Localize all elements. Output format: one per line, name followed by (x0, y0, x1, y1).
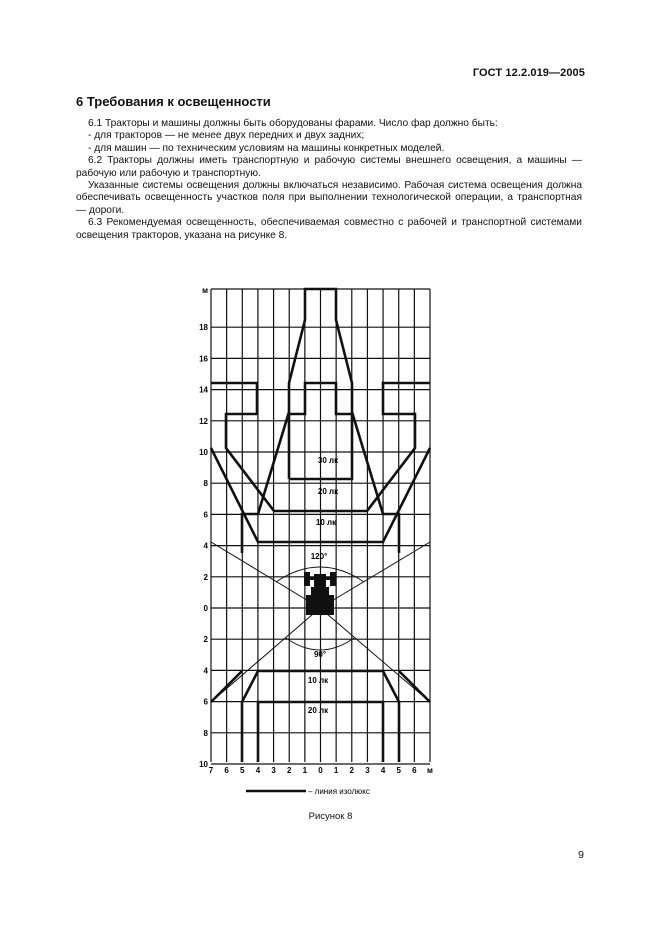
figure-illuminance-diagram (190, 282, 450, 802)
y-tick-label: 0 (203, 604, 208, 613)
label-rear-20lx: 20 лк (307, 706, 329, 715)
label-120deg: 120° (310, 552, 328, 561)
paragraph-independent: Указанные системы освещения должны включаться независимо. Рабочая система освещения должна обеспечивать освещенность участков поля при выполнении технологической операции, а транспортная — дороги. (76, 180, 582, 216)
y-tick-label: 12 (199, 416, 208, 426)
x-tick-label: 6 (224, 766, 229, 775)
x-tick-label: 3 (365, 766, 370, 775)
y-tick-label: 18 (199, 323, 208, 333)
label-90deg: 90° (313, 650, 327, 659)
y-tick-label: 6 (203, 697, 208, 707)
paragraph-6-3: 6.3 Рекомендуемая освещенность, обеспечиваемая совместно с рабочей и транспортной системами освещения тракторов, указана на рисунке 8. (76, 217, 582, 241)
x-tick-label: 5 (240, 766, 245, 775)
illuminance-diagram (190, 282, 450, 802)
label-30lx: 30 лк (317, 456, 339, 465)
y-tick-label: 14 (199, 385, 208, 395)
paragraph-6-1: 6.1 Тракторы и машины должны быть оборудованы фарами. Число фар должно быть: (88, 118, 498, 129)
y-tick-label: 2 (203, 572, 208, 582)
y-tick-label: 4 (203, 666, 208, 676)
y-tick-label: 16 (199, 354, 208, 364)
x-tick-label: 5 (396, 766, 401, 775)
x-tick-label: 1 (333, 766, 339, 775)
x-unit-label: м (427, 766, 433, 775)
body-text (76, 118, 582, 242)
x-tick-label: 0 (318, 766, 323, 775)
y-unit-label: м (202, 286, 208, 295)
document-code: ГОСТ 12.2.019—2005 (472, 67, 585, 79)
label-10lx: 10 лк (315, 518, 337, 527)
section-title: 6 Требования к освещенности (76, 94, 271, 109)
figure-caption: Рисунок 8 (308, 811, 353, 822)
page-number: 9 (578, 849, 584, 861)
y-tick-label: 10 (199, 760, 208, 769)
y-tick-label: 2 (203, 635, 208, 645)
x-tick-label: 7 (208, 766, 214, 775)
ray-rear-left (211, 608, 320, 702)
y-tick-label: 8 (203, 479, 208, 489)
x-tick-label: 1 (302, 766, 308, 775)
list-item-tractors: - для тракторов — не менее двух передних и двух задних; (88, 130, 365, 142)
x-tick-label: 3 (271, 766, 276, 775)
legend (246, 787, 370, 796)
x-tick-label: 2 (349, 766, 355, 775)
legend-text: – линия изолюкс (308, 787, 370, 796)
ray-front-left (211, 542, 320, 608)
label-20lx: 20 лк (317, 487, 339, 496)
tractor-icon (304, 572, 336, 615)
x-tick-label: 6 (412, 766, 417, 775)
x-tick-label: 4 (380, 766, 386, 775)
y-tick-label: 6 (203, 510, 208, 520)
x-tick-label: 4 (255, 766, 261, 775)
x-tick-label: 2 (286, 766, 292, 775)
y-tick-label: 8 (203, 728, 208, 738)
y-tick-label: 10 (199, 448, 208, 457)
label-rear-10lx: 10 лк (307, 676, 329, 685)
y-tick-label: 4 (203, 541, 208, 551)
paragraph-6-2: 6.2 Тракторы должны иметь транспортную и рабочую системы внешнего освещения, а машины — рабочую или рабочую и транспортную. (76, 155, 582, 179)
list-item-machines: - для машин — по техническим условиям на машины конкретных моделей. (88, 142, 445, 154)
